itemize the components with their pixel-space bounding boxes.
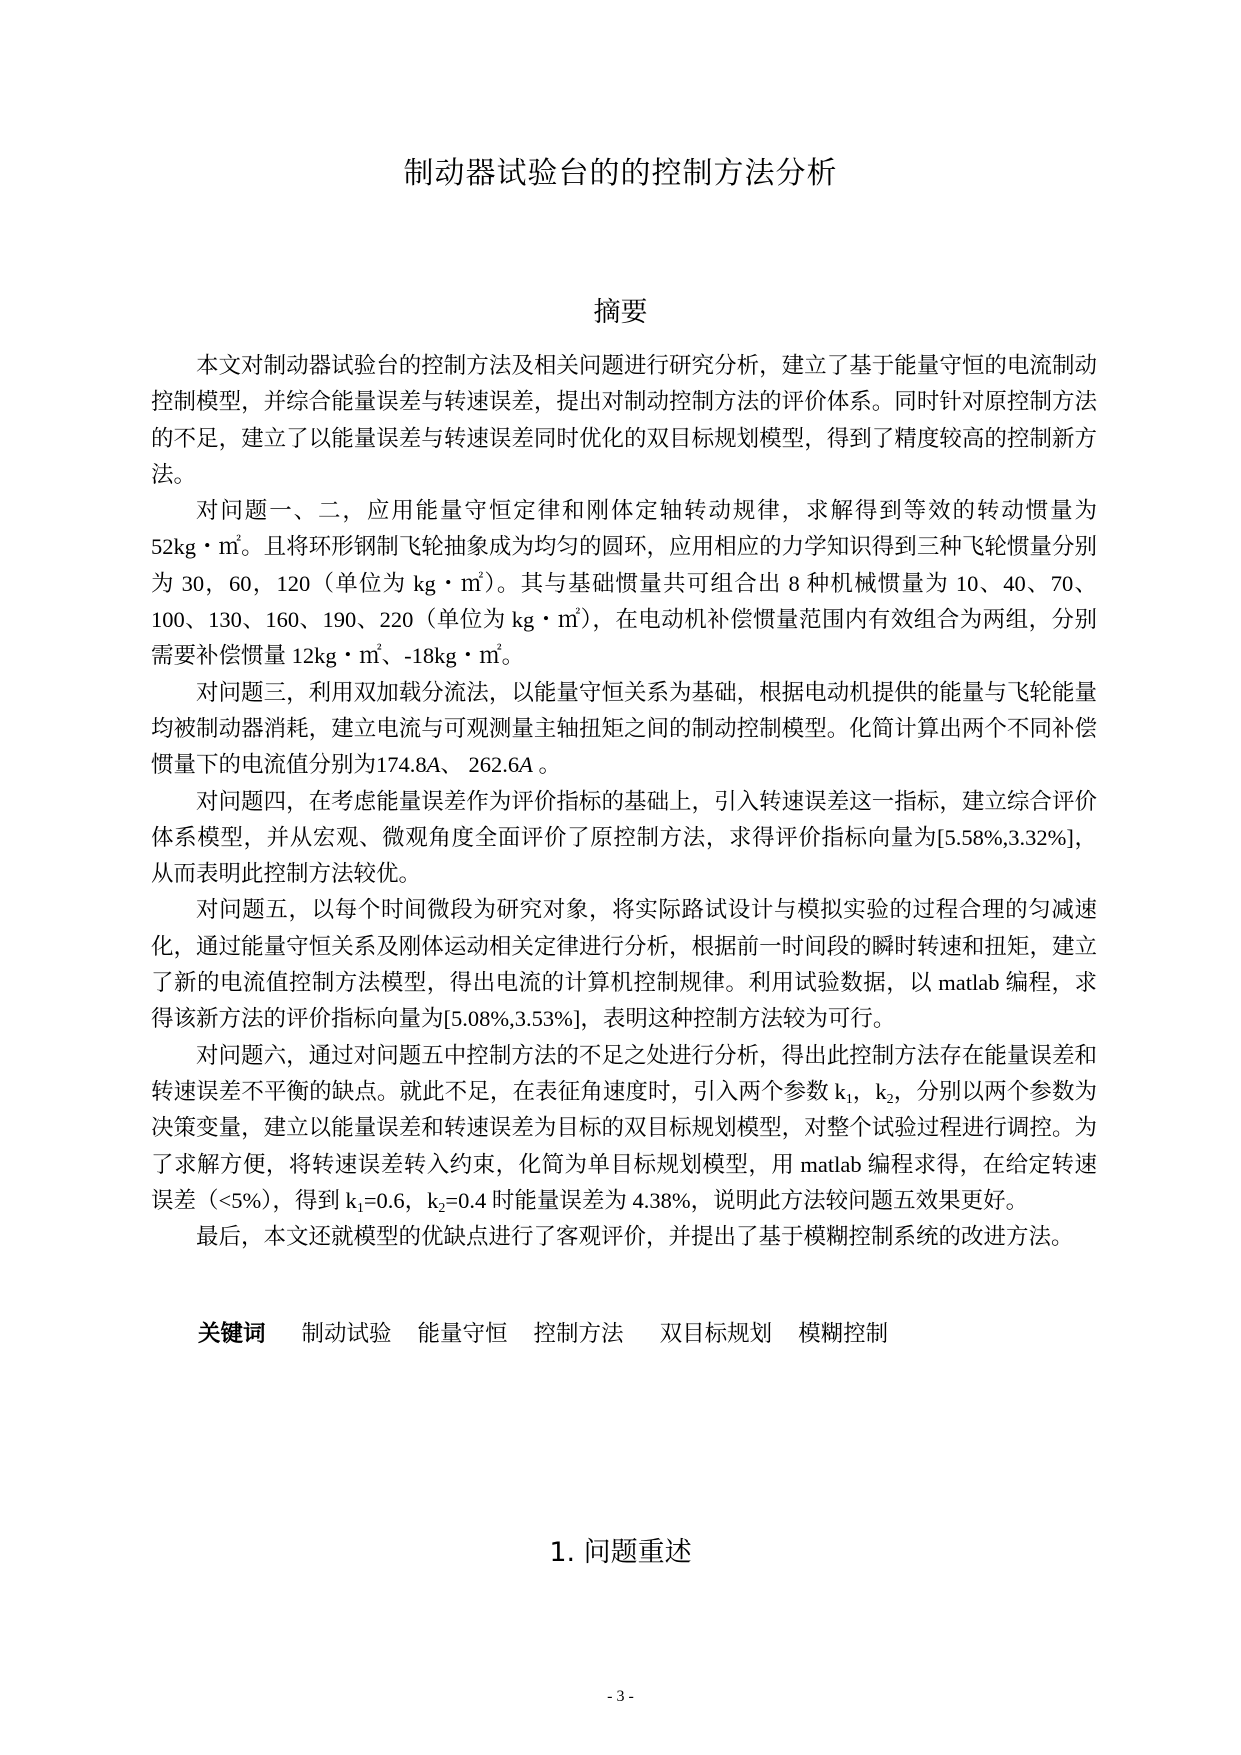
p3-unit-2: A	[519, 752, 533, 778]
abstract-paragraph-5: 对问题五，以每个时间微段为研究对象，将实际路试设计与模拟实验的过程合理的匀减速化，通过能量守恒关系及刚体运动相关定律进行分析，根据前一时间段的瞬时转速和扭矩，建立了新的电流值控制方法模型，得出电流的计算机控制规律。利用试验数据，以 matlab 编程，求得该新方法的评价指标向量为[5.08%,3.53%]，表明这种控制方法较为可行。	[151, 897, 1097, 1032]
p6-text-a: 对问题六，通过对问题五中控制方法的不足之处进行分析，得出此控制方法存在能量误差和转速误差不平衡的缺点。就此不足，在表征角速度时，引入两个参数 k	[151, 1042, 1097, 1104]
page-number: - 3 -	[607, 1688, 634, 1705]
p3-text-b: 、 262.6	[440, 752, 520, 778]
abstract-heading: 摘要	[593, 297, 648, 328]
abstract-paragraph-3	[151, 675, 1097, 784]
p6-sub-3: 1	[356, 1200, 364, 1216]
abstract-paragraph-4: 对问题四，在考虑能量误差作为评价指标的基础上，引入转速误差这一指标，建立综合评价体系模型，并从宏观、微观角度全面评价了原控制方法，求得评价指标向量为[5.58%,3.32%]，从而表明此控制方法较优。	[151, 788, 1097, 887]
abstract-body	[151, 348, 1097, 1255]
p3-text-c: 。	[532, 752, 562, 778]
abstract-paragraph-6	[151, 1038, 1097, 1219]
p6-sub-4: 2	[438, 1200, 446, 1216]
keyword: 双目标规划	[659, 1321, 773, 1346]
p3-text-a: 对问题三，利用双加载分流法，以能量守恒关系为基础，根据电动机提供的能量与飞轮能量均被制动器消耗，建立电流与可观测量主轴扭矩之间的制动控制模型。化简计算出两个不同补偿惯量下的电流值分别为174.8	[151, 679, 1097, 778]
keyword: 能量守恒	[417, 1321, 508, 1346]
p6-text-c: ，分别以两个参数为决策变量，建立以能量误差和转速误差为目标的双目标规划模型，对整个试验过程进行调控。为了求解方便，将转速误差转入约束，化简为单目标规划模型，用 matlab 编程求得，在给定转速误差（<5%），得到 k	[151, 1078, 1097, 1213]
p6-sub-2: 2	[886, 1091, 894, 1107]
keywords-line	[198, 1316, 914, 1348]
keyword: 控制方法	[533, 1321, 624, 1346]
p6-text-e: =0.4 时能量误差为 4.38%，说明此方法较问题五效果更好。	[445, 1187, 1029, 1213]
abstract-paragraph-7: 最后，本文还就模型的优缺点进行了客观评价，并提出了基于模糊控制系统的改进方法。	[196, 1224, 1074, 1250]
section-heading: 1. 问题重述	[549, 1537, 692, 1568]
abstract-paragraph-2: 对问题一、二，应用能量守恒定律和刚体定轴转动规律，求解得到等效的转动惯量为 52kg・㎡。且将环形钢制飞轮抽象成为均匀的圆环，应用相应的力学知识得到三种飞轮惯量分别为 30，60，120（单位为 kg・㎡）。其与基础惯量共可组合出 8 种机械惯量为 10、40、70、100、130、160、190、220（单位为 kg・㎡），在电动机补偿惯量范围内有效组合为两组，分别需要补偿惯量 12kg・㎡、-18kg・㎡。	[151, 498, 1097, 669]
p6-text-d: =0.6，k	[363, 1187, 439, 1213]
abstract-paragraph-1: 本文对制动器试验台的控制方法及相关问题进行研究分析，建立了基于能量守恒的电流制动控制模型，并综合能量误差与转速误差，提出对制动控制方法的评价体系。同时针对原控制方法的不足，建立了以能量误差与转速误差同时优化的双目标规划模型，得到了精度较高的控制新方法。	[151, 353, 1097, 487]
p6-text-b: ，k	[852, 1078, 887, 1104]
keywords-label: 关键词	[198, 1321, 266, 1346]
keyword: 模糊控制	[798, 1321, 889, 1346]
p6-sub-1: 1	[845, 1091, 853, 1107]
keyword: 制动试验	[301, 1321, 392, 1346]
p3-unit-1: A	[426, 752, 441, 778]
document-title: 制动器试验台的的控制方法分析	[403, 156, 838, 191]
